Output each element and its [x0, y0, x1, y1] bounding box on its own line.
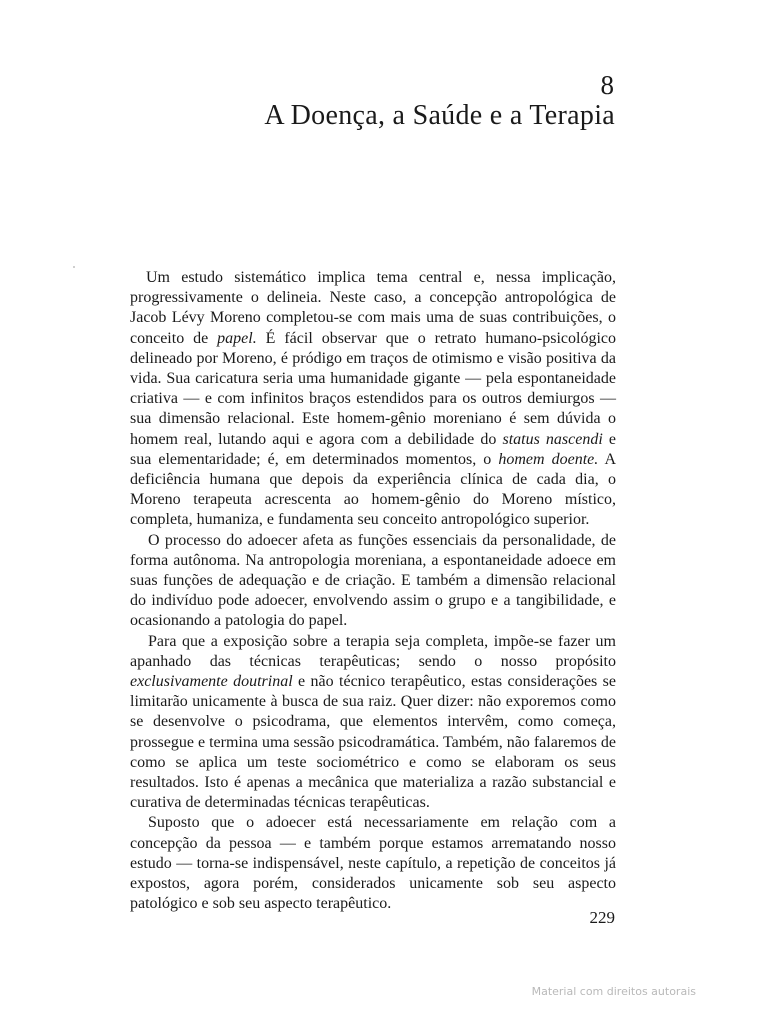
chapter-title: A Doença, a Saúde e a Terapia	[264, 100, 615, 131]
paragraph-3: Para que a exposição sobre a terapia seja completa, impõe-se fazer um apanhado das técnicas terapêuticas; sendo o nosso propósito exclusivamente doutrinal e não técnico terapêutico, estas considerações se limitarão unicamente à busca de sua raiz. Quer dizer: não exporemos como se desenvolve o psicodrama, que elementos intervêm, como começa, prossegue e termina uma sessão psicodramática. Também, não falaremos de como se aplica um teste sociométrico e como se elaboram os seus resultados. Isto é apenas a mecânica que materializa a razão substancial e curativa de determinadas técnicas terapêuticas.	[130, 632, 616, 812]
page-number: 229	[589, 908, 615, 927]
paragraph-2: O processo do adoecer afeta as funções essenciais da personalidade, de forma autônoma. Na antropologia moreniana, a espontaneidade adoece em suas funções de adequação e de criação. E também a dimensão relacional do indivíduo pode adoecer, envolvendo assim o grupo e a tangibilidade, e ocasionando a patologia do papel.	[130, 531, 616, 630]
paragraph-4: Suposto que o adoecer está necessariamente em relação com a concepção da pessoa — e também porque estamos arrematando nosso estudo — torna-se indispensável, neste capítulo, a repetição de conceitos já expostos, agora porém, considerados unicamente sob seu aspecto patológico e sob seu aspecto terapêutico.	[130, 814, 616, 913]
watermark: Material com direitos autorais	[531, 985, 696, 998]
chapter-number: 8	[600, 70, 614, 100]
paragraph-1: Um estudo sistemático implica tema central e, nessa implicação, progressivamente o delineia. Neste caso, a concepção antropológica de Jacob Lévy Moreno completou-se com mais uma de suas contribuições, o conceito de papel. É fácil observar que o retrato humano-psicológico delineado por Moreno, é pródigo em traços de otimismo e visão positiva da vida. Sua caricatura seria uma humanidade gigante — pela espontaneidade criativa — e com infinitos braços estendidos para os outros demiurgos — sua dimensão relacional. Este homem-gênio moreniano é sem dúvida o homem real, lutando aqui e agora com a debilidade do status nascendi e sua elementaridade; é, em determinados momentos, o homem doente. A deficiência humana que depois da experiência clínica de cada dia, o Moreno terapeuta acrescenta ao homem-gênio do Moreno místico, completa, humaniza, e fundamenta seu conceito antropológico superior.	[130, 269, 617, 529]
body-text	[130, 268, 616, 915]
scan-speck	[73, 266, 75, 268]
